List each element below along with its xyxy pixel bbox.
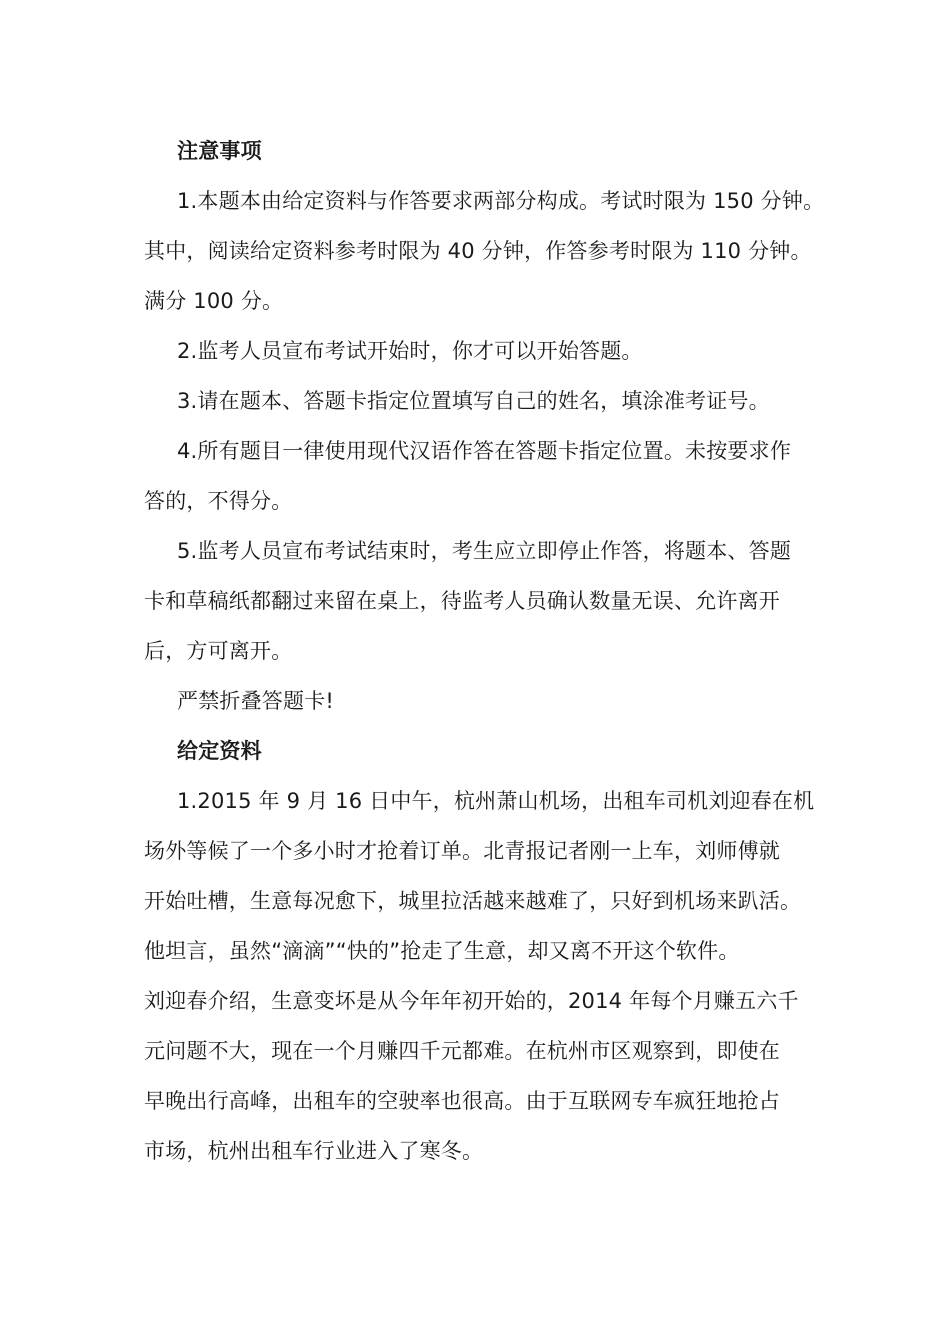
notice-item-1-line-3: 满分 100 分。: [144, 289, 284, 313]
notice-item-3: 3.请在题本、答题卡指定位置填写自己的姓名，填涂准考证号。: [177, 389, 770, 413]
materials-para-1-line-2: 场外等候了一个多小时才抢着订单。北青报记者刚一上车，刘师傅就: [144, 839, 780, 863]
materials-para-1-line-3: 开始吐槽，生意每况愈下，城里拉活越来越难了，只好到机场来趴活。: [144, 889, 802, 913]
materials-para-1-line-6: 元问题不大，现在一个月赚四千元都难。在杭州市区观察到，即使在: [144, 1039, 780, 1063]
notice-item-1-line-2: 其中，阅读给定资料参考时限为 40 分钟，作答参考时限为 110 分钟。: [144, 239, 812, 263]
materials-para-1-line-8: 市场，杭州出租车行业进入了寒冬。: [144, 1139, 484, 1163]
notice-item-4-line-2: 答的，不得分。: [144, 489, 293, 513]
notice-item-1-line-1: 1.本题本由给定资料与作答要求两部分构成。考试时限为 150 分钟。: [177, 189, 825, 213]
materials-para-1-line-5: 刘迎春介绍，生意变坏是从今年年初开始的，2014 年每个月赚五六千: [144, 989, 799, 1013]
notice-warning: 严禁折叠答题卡!: [177, 689, 335, 713]
notice-heading: 注意事项: [177, 139, 262, 163]
materials-heading: 给定资料: [177, 739, 262, 763]
notice-item-5-line-2: 卡和草稿纸都翻过来留在桌上，待监考人员确认数量无误、允许离开: [144, 589, 780, 613]
notice-item-2: 2.监考人员宣布考试开始时，你才可以开始答题。: [177, 339, 643, 363]
materials-para-1-line-7: 早晚出行高峰，出租车的空驶率也很高。由于互联网专车疯狂地抢占: [144, 1089, 780, 1113]
notice-item-5-line-1: 5.监考人员宣布考试结束时，考生应立即停止作答，将题本、答题: [177, 539, 792, 563]
materials-para-1-line-1: 1.2015 年 9 月 16 日中午，杭州萧山机场，出租车司机刘迎春在机: [177, 789, 815, 813]
notice-item-5-line-3: 后，方可离开。: [144, 639, 293, 663]
notice-item-4-line-1: 4.所有题目一律使用现代汉语作答在答题卡指定位置。未按要求作: [177, 439, 792, 463]
materials-para-1-line-4: 他坦言，虽然“滴滴”“快的”抢走了生意，却又离不开这个软件。: [144, 939, 740, 963]
